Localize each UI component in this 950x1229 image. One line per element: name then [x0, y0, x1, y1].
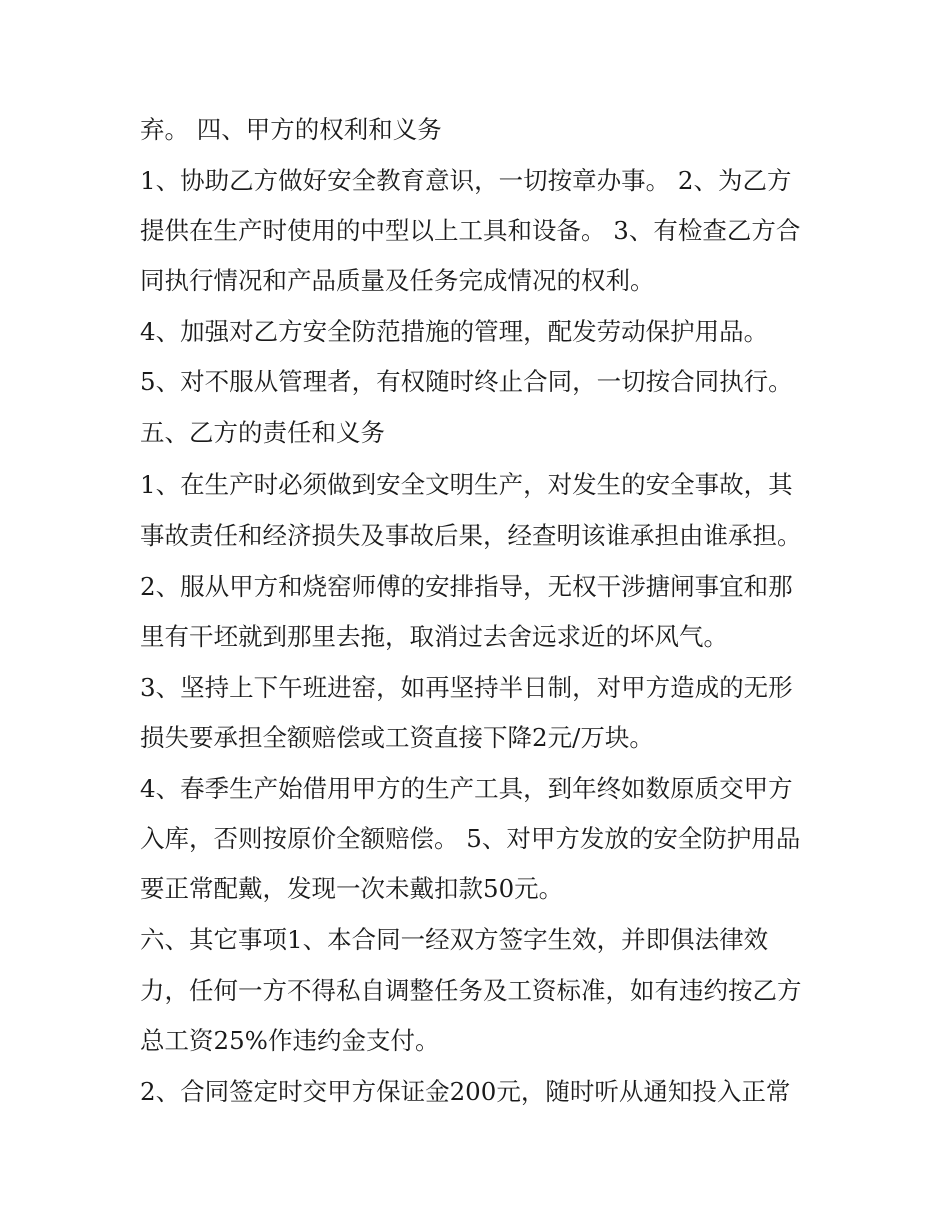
- text-line: 力，任何一方不得私自调整任务及工资标准，如有违约按乙方: [140, 976, 802, 1005]
- text-line: 事故责任和经济损失及事故后果，经查明该谁承担由谁承担。: [140, 521, 802, 550]
- text-line: 弃。 四、甲方的权利和义务: [140, 115, 442, 144]
- text-line: 提供在生产时使用的中型以上工具和设备。 3、有检查乙方合: [140, 216, 801, 245]
- text-line: 总工资25%作违约金支付。: [140, 1026, 440, 1055]
- text-line: 3、坚持上下午班进窑，如再坚持半日制，对甲方造成的无形: [140, 673, 793, 702]
- text-line: 2、合同签定时交甲方保证金200元，随时听从通知投入正常: [140, 1077, 791, 1106]
- section-heading: 五、乙方的责任和义务: [140, 418, 385, 447]
- text-line: 六、其它事项1、本合同一经双方签字生效，并即俱法律效: [140, 925, 769, 954]
- text-line: 入库，否则按原价全额赔偿。 5、对甲方发放的安全防护用品: [140, 824, 801, 853]
- text-line: 2、服从甲方和烧窑师傅的安排指导，无权干涉搪闸事宜和那: [140, 572, 793, 601]
- text-line: 1、在生产时必须做到安全文明生产，对发生的安全事故，其: [140, 470, 793, 499]
- text-line: 4、加强对乙方安全防范措施的管理，配发劳动保护用品。: [140, 317, 769, 346]
- text-line: 损失要承担全额赔偿或工资直接下降2元/万块。: [140, 723, 654, 752]
- text-line: 4、春季生产始借用甲方的生产工具，到年终如数原质交甲方: [140, 774, 793, 803]
- text-line: 同执行情况和产品质量及任务完成情况的权利。: [140, 266, 655, 295]
- text-line: 5、对不服从管理者，有权随时终止合同，一切按合同执行。: [140, 367, 793, 396]
- text-line: 1、协助乙方做好安全教育意识，一切按章办事。 2、为乙方: [140, 166, 792, 195]
- text-line: 里有干坯就到那里去拖，取消过去舍远求近的坏风气。: [140, 622, 728, 651]
- text-line: 要正常配戴，发现一次未戴扣款50元。: [140, 874, 564, 903]
